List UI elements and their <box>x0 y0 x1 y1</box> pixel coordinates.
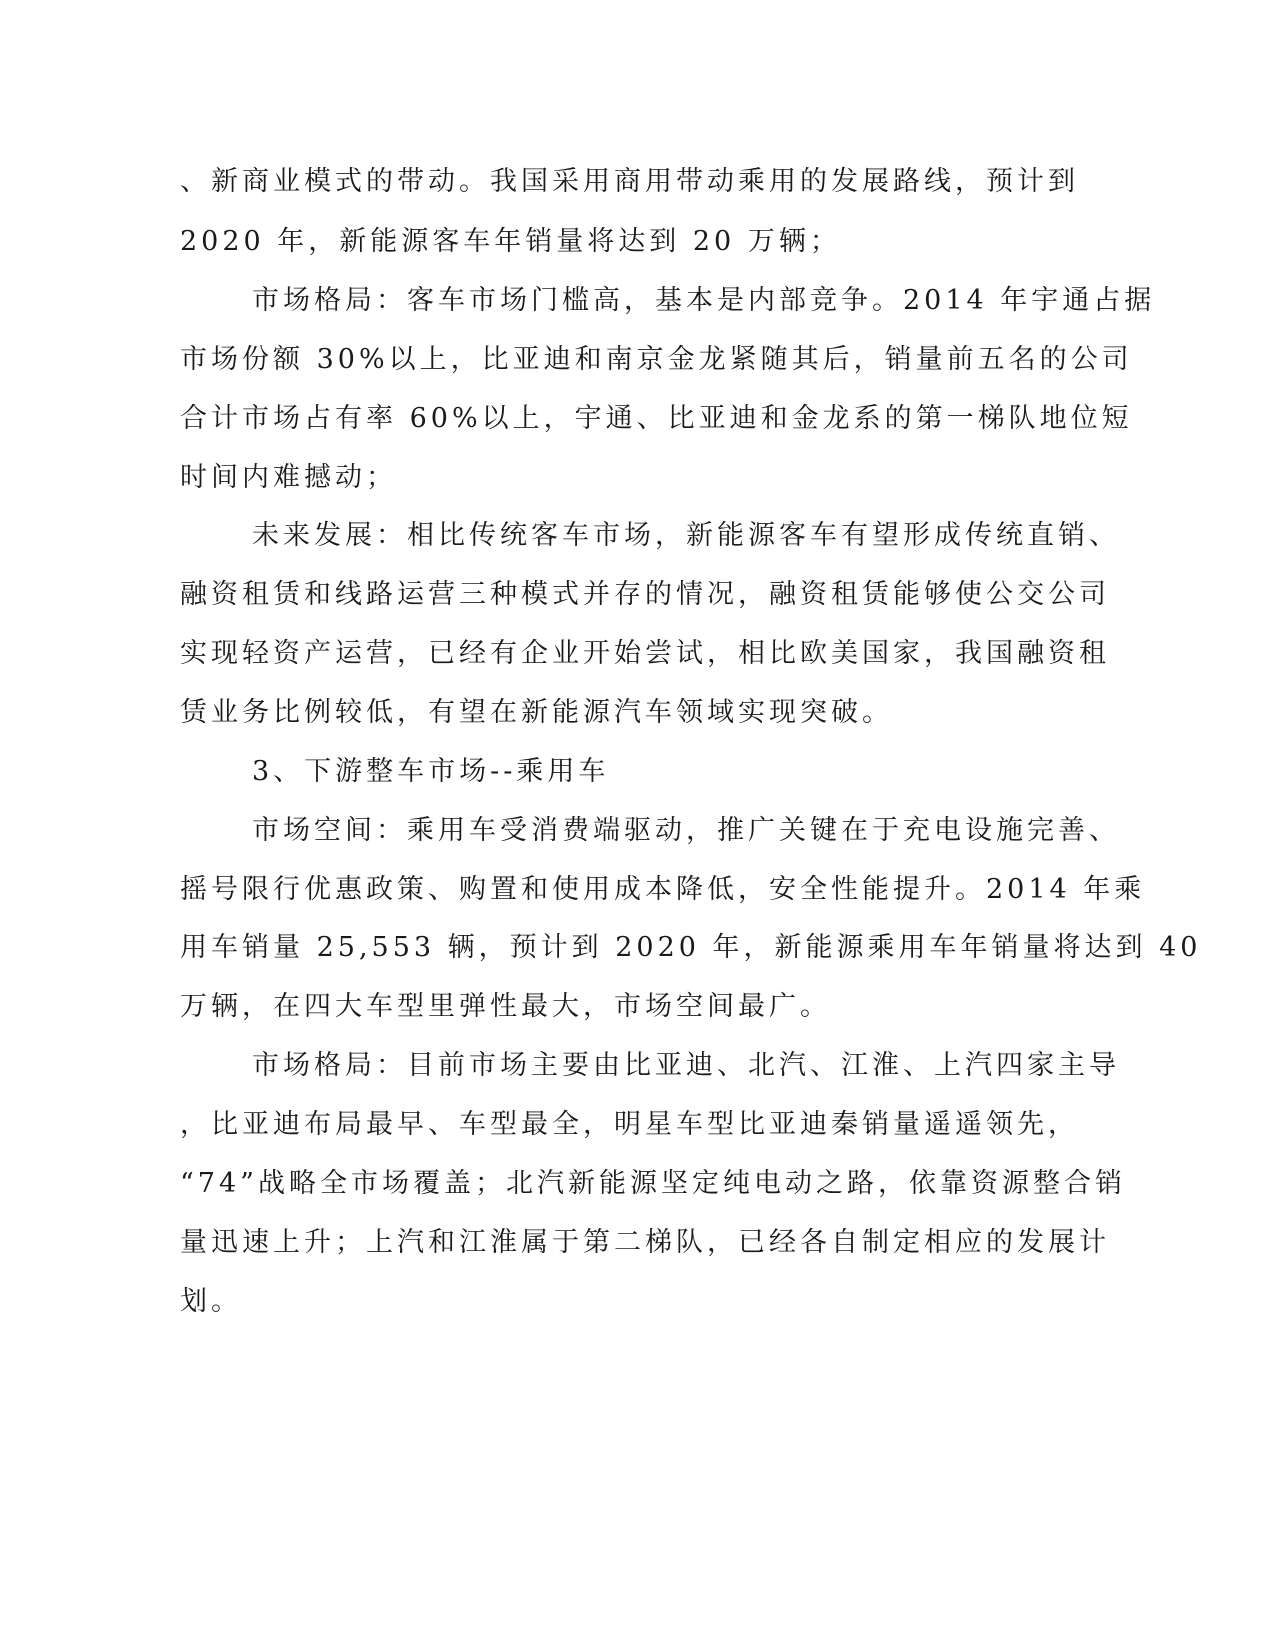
text-line-3: 市场格局：客车市场门槛高，基本是内部竞争。2014 年宇通占据 <box>252 285 1156 316</box>
text-line-9: 实现轻资产运营，已经有企业开始尝试，相比欧美国家，我国融资租 <box>180 638 1110 669</box>
text-line-17: ，比亚迪布局最早、车型最全，明星车型比亚迪秦销量遥遥领先， <box>180 1109 1079 1140</box>
text-line-13: 摇号限行优惠政策、购置和使用成本降低，安全性能提升。2014 年乘 <box>180 874 1146 905</box>
text-line-6: 时间内难撼动； <box>180 462 397 493</box>
text-line-2: 2020 年，新能源客车年销量将达到 20 万辆； <box>180 226 841 257</box>
section-heading: 3、下游整车市场--乘用车 <box>252 756 610 787</box>
text-line-18: “74”战略全市场覆盖；北汽新能源坚定纯电动之路，依靠资源整合销 <box>180 1168 1126 1199</box>
text-line-20: 划。 <box>180 1286 242 1317</box>
text-line-15: 万辆，在四大车型里弹性最大，市场空间最广。 <box>180 991 831 1022</box>
text-line-12: 市场空间：乘用车受消费端驱动，推广关键在于充电设施完善、 <box>252 815 1120 846</box>
text-line-19: 量迅速上升；上汽和江淮属于第二梯队，已经各自制定相应的发展计 <box>180 1227 1110 1258</box>
text-line-14: 用车销量 25,553 辆，预计到 2020 年，新能源乘用车年销量将达到 40 <box>180 932 1202 963</box>
text-line-16: 市场格局：目前市场主要由比亚迪、北汽、江淮、上汽四家主导 <box>252 1050 1120 1081</box>
text-line-7: 未来发展：相比传统客车市场，新能源客车有望形成传统直销、 <box>252 520 1120 551</box>
text-line-4: 市场份额 30%以上，比亚迪和南京金龙紧随其后，销量前五名的公司 <box>180 344 1133 375</box>
text-line-1: 、新商业模式的带动。我国采用商用带动乘用的发展路线，预计到 <box>180 166 1079 197</box>
text-line-8: 融资租赁和线路运营三种模式并存的情况，融资租赁能够使公交公司 <box>180 579 1110 610</box>
text-line-10: 赁业务比例较低，有望在新能源汽车领域实现突破。 <box>180 697 893 728</box>
text-line-5: 合计市场占有率 60%以上，宇通、比亚迪和金龙系的第一梯队地位短 <box>180 403 1133 434</box>
